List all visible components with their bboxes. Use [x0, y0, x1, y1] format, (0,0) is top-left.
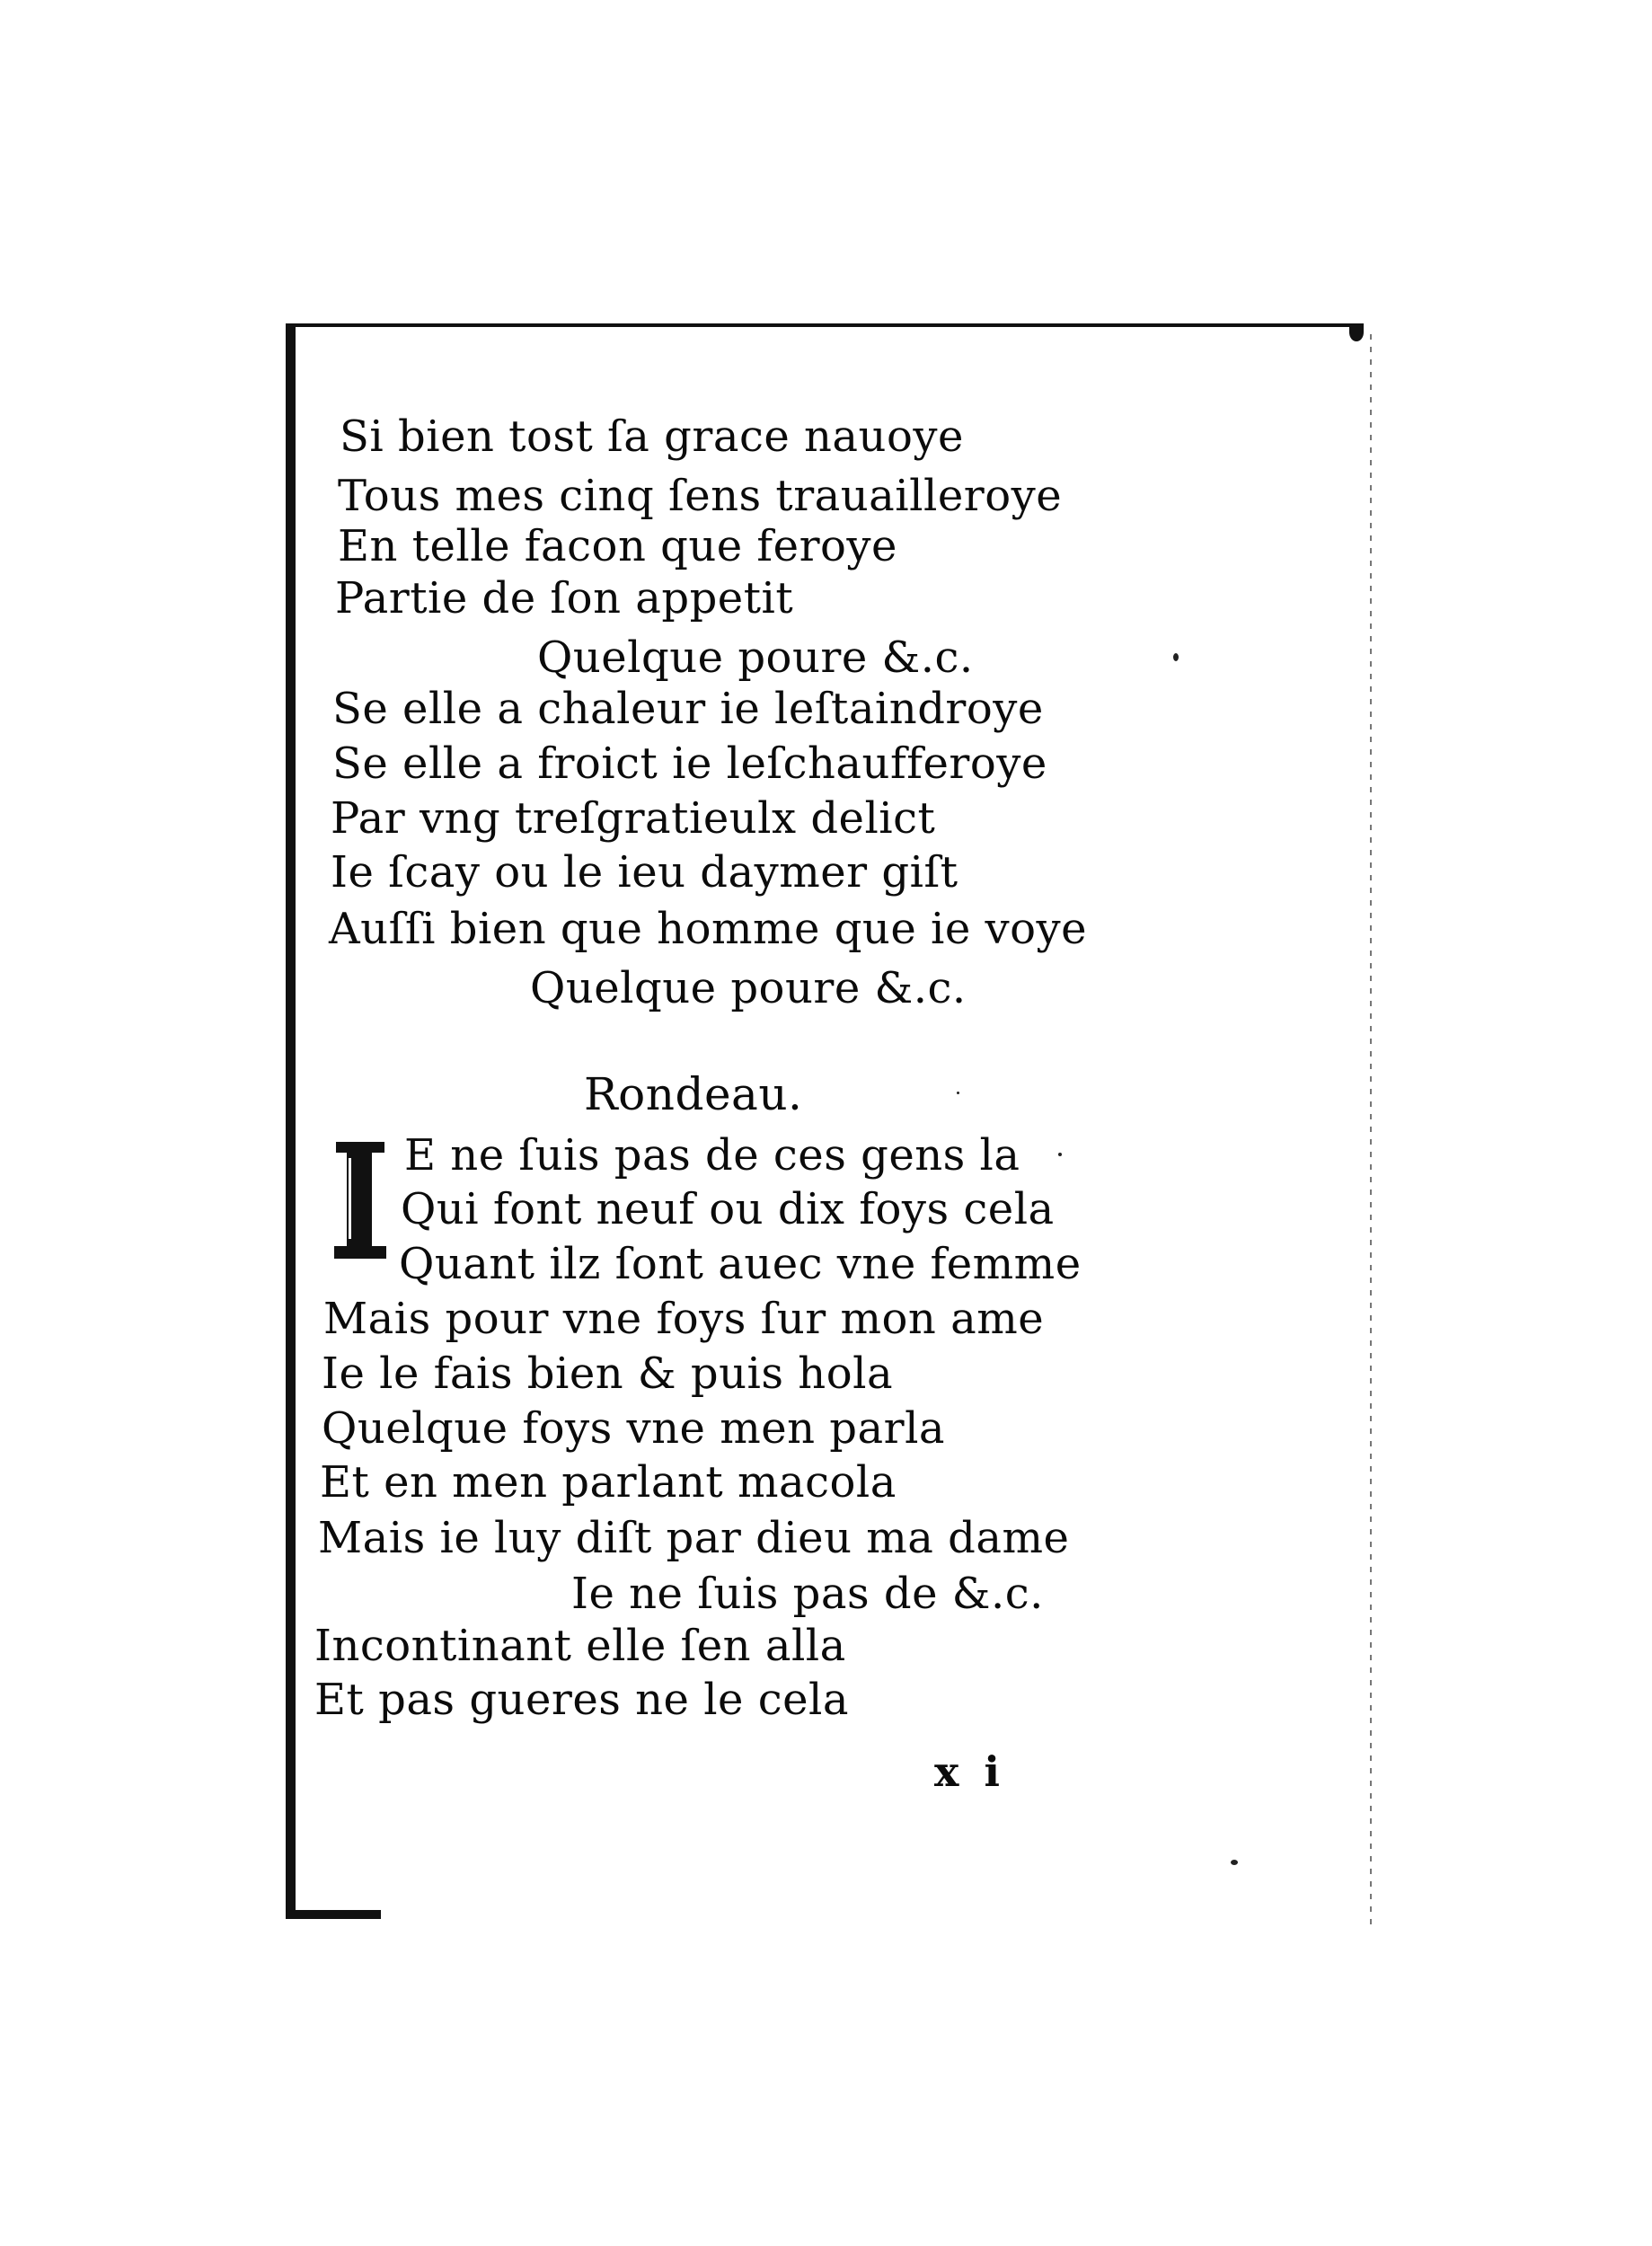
refrain-line: Quelque poure &.c.	[530, 963, 967, 1013]
verse-line: Se elle a chaleur ie leſtaindroye	[332, 684, 1044, 734]
ink-speck	[957, 1092, 959, 1094]
verse-line: Et pas gueres ne le cela	[314, 1675, 849, 1725]
ink-speck	[1173, 653, 1179, 661]
verse-line: Auſſi bien que homme que ie voye	[329, 904, 1088, 954]
drop-cap-letter	[332, 1136, 388, 1264]
page-border-right	[1370, 334, 1372, 1924]
verse-line: Quant ilz ſont auec vne femme	[399, 1239, 1082, 1289]
section-title: Rondeau.	[584, 1068, 803, 1120]
verse-line: Mais pour vne foys ſur mon ame	[323, 1294, 1045, 1344]
page-border-bottom	[286, 1910, 381, 1919]
verse-line: Si bien tost ſa grace nauoye	[340, 411, 964, 462]
page-border-left	[286, 323, 296, 1918]
verse-line: Par vng treſgratieulx delict	[331, 793, 936, 844]
signature-mark: x i	[934, 1747, 1005, 1796]
page-border-top	[289, 323, 1356, 327]
verse-line: Qui font neuf ou dix foys cela	[401, 1184, 1055, 1234]
refrain-line: Ie ne ſuis pas de &.c.	[571, 1569, 1044, 1619]
verse-line: En telle facon que feroye	[338, 521, 897, 571]
ink-speck	[1058, 1153, 1062, 1156]
verse-line: Partie de ſon appetit	[335, 573, 794, 623]
verse-line: Ie ſcay ou le ieu daymer giſt	[331, 847, 959, 898]
verse-line: Mais ie luy diſt par dieu ma dame	[318, 1513, 1070, 1563]
refrain-line: Quelque poure &.c.	[537, 632, 974, 683]
verse-line: Quelque foys vne men parla	[322, 1403, 946, 1454]
verse-line: Se elle a froict ie leſchaufferoye	[332, 738, 1047, 789]
verse-line: Et en men parlant macola	[320, 1457, 897, 1508]
ink-blot-mark	[1349, 323, 1364, 341]
verse-line: Ie le fais bien & puis hola	[322, 1348, 894, 1399]
ink-speck	[1231, 1860, 1238, 1865]
verse-line: E ne ſuis pas de ces gens la	[404, 1130, 1020, 1180]
verse-line: Tous mes cinq ſens trauailleroye	[338, 471, 1063, 521]
verse-line: Incontinant elle ſen alla	[314, 1621, 846, 1671]
